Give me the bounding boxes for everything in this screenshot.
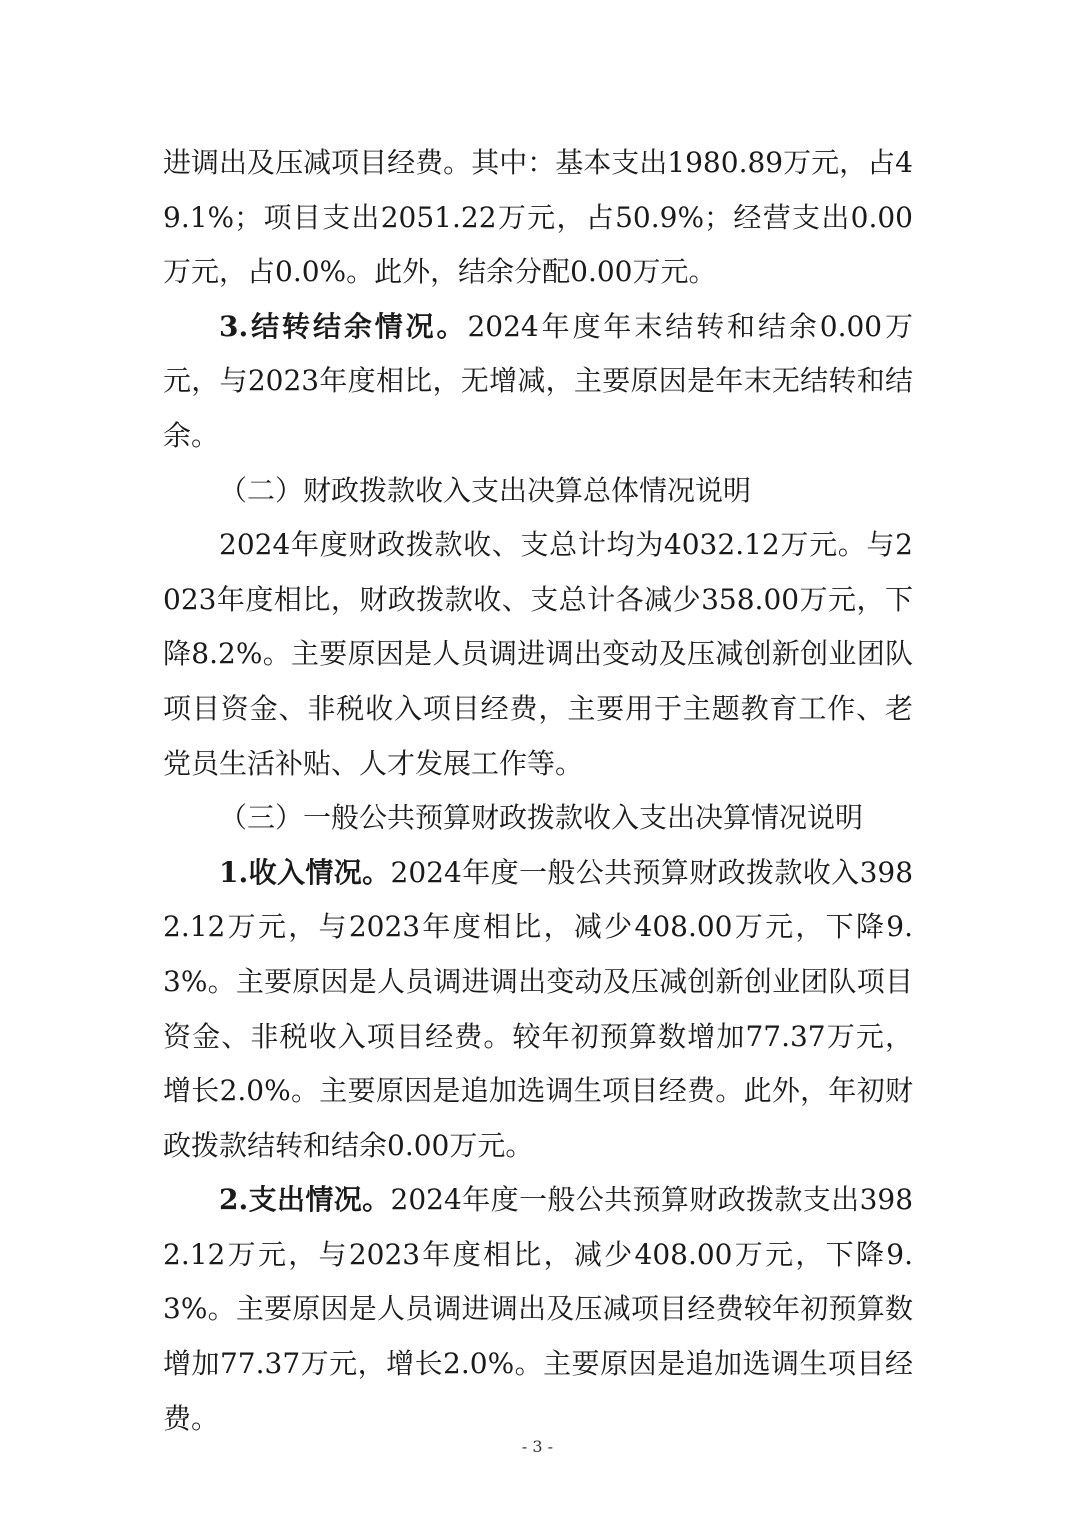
paragraph-income — [163, 846, 913, 1174]
paragraph-expense-lead: 2.支出情况。 — [219, 1183, 391, 1217]
paragraph-carryover — [163, 300, 913, 464]
section-heading-3: （三）一般公共预算财政拨款收入支出决算情况说明 — [219, 801, 864, 835]
paragraph-expense-continuation: 进调出及压减项目经费。其中：基本支出1980.89万元，占49.1%；项目支出2051.22万元，占50.9%；经营支出0.00万元，占0.0%。此外，结余分配0.00万元。 — [163, 146, 913, 289]
document-body — [163, 136, 913, 1446]
paragraph-carryover-lead: 3.结转结余情况。 — [219, 309, 468, 343]
paragraph-expense-body: 2024年度一般公共预算财政拨款支出3982.12万元，与2023年度相比，减少408.00万元，下降9.3%。主要原因是人员调进调出及压减项目经费较年初预算数增加77.37万元，增长2.0%。主要原因是追加选调生项目经费。 — [163, 1183, 914, 1435]
paragraph-fiscal-total: 2024年度财政拨款收、支总计均为4032.12万元。与2023年度相比，财政拨款收、支总计各减少358.00万元，下降8.2%。主要原因是人员调进调出变动及压减创新创业团队项目资金、非税收入项目经费，主要用于主题教育工作、老党员生活补贴、人才发展工作等。 — [163, 528, 913, 780]
paragraph-income-body: 2024年度一般公共预算财政拨款收入3982.12万元，与2023年度相比，减少408.00万元，下降9.3%。主要原因是人员调进调出变动及压减创新创业团队项目资金、非税收入项目经费。较年初预算数增加77.37万元，增长2.0%。主要原因是追加选调生项目经费。此外，年初财政拨款结转和结余0.00万元。 — [163, 855, 914, 1162]
section-heading-2: （二）财政拨款收入支出决算总体情况说明 — [219, 473, 752, 507]
paragraph-income-lead: 1.收入情况。 — [219, 855, 391, 889]
paragraph-expense — [163, 1173, 913, 1446]
paragraph-carryover-body: 2024年度年末结转和结余0.00万元，与2023年度相比，无增减，主要原因是年末无结转和结余。 — [163, 309, 914, 452]
page-number: - 3 - — [521, 1437, 554, 1456]
